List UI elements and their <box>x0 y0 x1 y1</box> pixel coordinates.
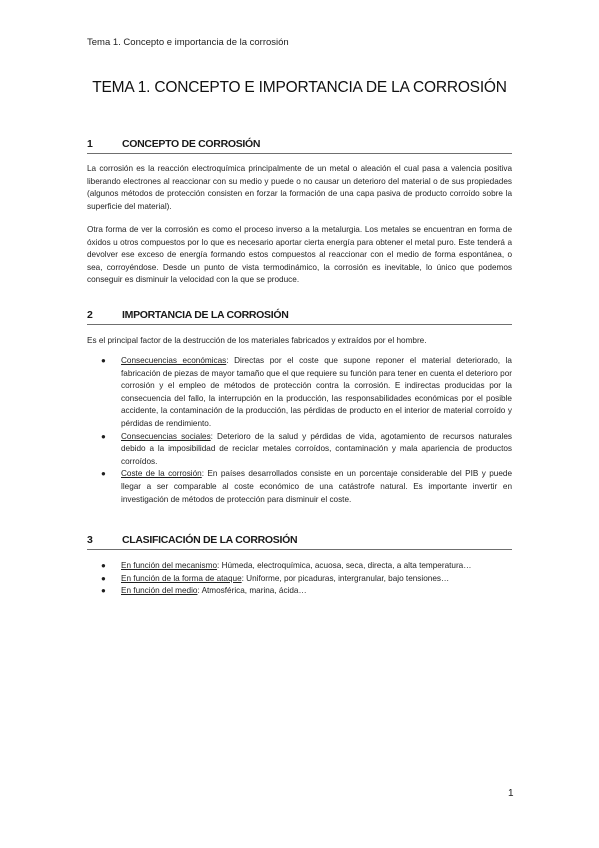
list-item-term: Consecuencias sociales <box>121 431 211 441</box>
list-item-term: Coste de la corrosión <box>121 469 202 479</box>
section-heading-2 <box>87 309 512 325</box>
list-item <box>87 431 512 469</box>
section-title: CONCEPTO DE CORROSIÓN <box>122 138 261 150</box>
list-item <box>87 573 512 586</box>
section-number: 2 <box>87 309 93 321</box>
bullet-icon: ● <box>101 469 106 479</box>
section-number: 1 <box>87 138 93 150</box>
list-item-term: Consecuencias económicas <box>121 356 227 365</box>
bullet-icon: ● <box>101 573 106 583</box>
list-item-text: : Deterioro de la salud y pérdidas de vida, agotamiento de recursos naturales debido a la imposibilidad de reciclar metales corroídos, contaminación y mala apariencia de productos corroídos. <box>121 431 512 466</box>
paragraph: La corrosión es la reacción electroquímica principalmente de un metal o aleación el cual pasa a valencia positiva liberando electrones al reaccionar con su medio y puede o no causar un deterioro del material o de sus propiedades (algunos métodos de protección consisten en forzar la formación de una capa pasiva de producto corroído sobre la superficie del material). <box>87 164 512 211</box>
list-item-text: : En países desarrollados consiste en un porcentaje considerable del PIB y puede llegar a ser comparable al coste económico de una catástrofe natural. Es importante invertir en investigación de métodos de protección para disminuir el coste. <box>121 469 512 504</box>
list-item <box>87 468 512 506</box>
list-item-text: : Uniforme, por picaduras, intergranular, bajo tensiones… <box>241 573 450 583</box>
document-title: TEMA 1. CONCEPTO E IMPORTANCIA DE LA CORROSIÓN <box>92 79 507 96</box>
list-item-text: : Directas por el coste que supone reponer el material deteriorado, la fabricación de piezas de mayor tamaño que el que requiere su función para tener en cuenta el deterioro por corrosión y el empleo de métodos de protección contra la corrosión. E indirectas producidas por la consecuencia del fallo, la interrupción en la producción, las responsabilidades económicas por el posible accidente, la contaminación de la producción, las pérdidas de producto en el interior de material corroído y pérdidas de rendimiento. <box>121 356 512 428</box>
paragraph: Otra forma de ver la corrosión es como el proceso inverso a la metalurgia. Los metales se encuentran en forma de óxidos u otros compuestos por lo que es necesario aportar cierta energía para obtener el metal puro. Este tenderá a devolver ese exceso de energía formando estos compuestos al reaccionar con el medio de forma espontánea, o sea, corroyéndose. Desde un punto de vista termodinámico, la corrosión es inevitable, lo único que podemos conseguir es disminuir la velocidad con la que se produce. <box>87 225 512 285</box>
running-header: Tema 1. Concepto e importancia de la corrosión <box>87 37 289 48</box>
list-item-term: En función del medio <box>121 586 198 596</box>
list-item <box>87 560 512 573</box>
list-item-term: En función del mecanismo <box>121 561 218 570</box>
section-heading-3 <box>87 534 512 550</box>
list-item <box>87 585 512 598</box>
section-heading-1 <box>87 138 512 154</box>
bullet-list <box>87 560 512 598</box>
bullet-list <box>87 355 512 506</box>
bullet-icon: ● <box>101 356 106 365</box>
bullet-icon: ● <box>101 586 106 596</box>
page-number: 1 <box>508 788 514 799</box>
bullet-icon: ● <box>101 561 106 570</box>
section-number: 3 <box>87 534 93 546</box>
list-item-text: : Atmosférica, marina, ácida… <box>197 586 307 596</box>
list-item-text: : Húmeda, electroquímica, acuosa, seca, directa, a alta temperatura… <box>217 561 472 570</box>
section-title: CLASIFICACIÓN DE LA CORROSIÓN <box>122 534 298 546</box>
list-item-term: En función de la forma de ataque <box>121 573 242 583</box>
list-item <box>87 355 512 431</box>
section-title: IMPORTANCIA DE LA CORROSIÓN <box>122 309 289 321</box>
bullet-icon: ● <box>101 431 106 441</box>
paragraph: Es el principal factor de la destrucción de los materiales fabricados y extraídos por el hombre. <box>87 336 427 345</box>
